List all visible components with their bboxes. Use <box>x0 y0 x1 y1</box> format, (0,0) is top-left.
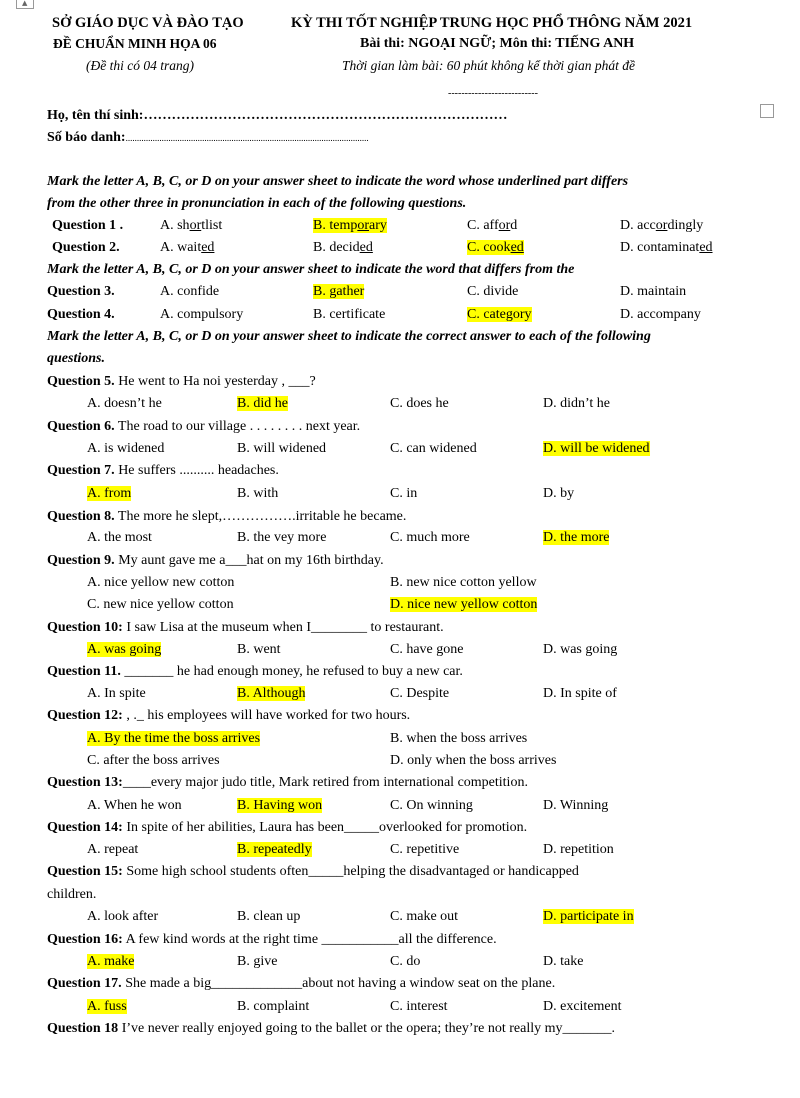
q9-option-b[interactable]: B. new nice cotton yellow <box>390 575 537 590</box>
q10-option-b[interactable]: B. went <box>237 642 281 657</box>
q16-stem: A few kind words at the right time ___________all the difference. <box>122 932 497 947</box>
section3-instruction: Mark the letter A, B, C, or D on your answer sheet to indicate the correct answer to each of the following <box>47 329 651 344</box>
q8-option-a[interactable]: A. the most <box>87 530 152 545</box>
header-divider: --------------------------- <box>448 88 538 99</box>
q10-option-c[interactable]: C. have gone <box>390 642 464 657</box>
q12-label: Question 12: <box>47 708 123 723</box>
header-duration: Thời gian làm bài: 60 phút không kể thời gian phát đề <box>342 58 636 73</box>
q11-option-d[interactable]: D. In spite of <box>543 686 617 701</box>
q9-stem-row <box>47 551 384 570</box>
q17-stem: She made a big_____________about not having a window seat on the plane. <box>121 976 556 991</box>
q14-option-b[interactable]: B. repeatedly <box>237 842 312 857</box>
q7-label: Question 7. <box>47 463 115 478</box>
q1-label: Question 1 . <box>52 218 124 233</box>
section1-instruction-cont: from the other three in pronunciation in each of the following questions. <box>47 196 467 211</box>
q15-stem: Some high school students often_____helping the disadvantaged or handicapped <box>122 864 579 879</box>
q8-option-b[interactable]: B. the vey more <box>237 530 327 545</box>
q1-option-d[interactable]: D. accordingly <box>620 218 704 233</box>
q10-stem-row <box>47 618 444 637</box>
q11-option-b[interactable]: B. Although <box>237 686 306 701</box>
q8-label: Question 8. <box>47 509 115 524</box>
q13-option-c[interactable]: C. On winning <box>390 798 473 813</box>
q13-label: Question 13: <box>47 775 123 790</box>
q17-option-a[interactable]: A. fuss <box>87 999 127 1014</box>
q16-option-d[interactable]: D. take <box>543 954 584 969</box>
q11-stem-row <box>47 662 463 681</box>
q10-label: Question 10: <box>47 620 123 635</box>
q6-stem-row <box>47 417 360 436</box>
q13-option-a[interactable]: A. When he won <box>87 798 182 813</box>
q12-option-a[interactable]: A. By the time the boss arrives <box>87 731 261 746</box>
q6-option-a[interactable]: A. is widened <box>87 441 165 456</box>
q15-option-b[interactable]: B. clean up <box>237 909 301 924</box>
q10-stem: I saw Lisa at the museum when I________ to restaurant. <box>122 620 444 635</box>
margin-checkbox[interactable] <box>760 104 774 118</box>
q5-option-d[interactable]: D. didn’t he <box>543 396 611 411</box>
q13-option-b[interactable]: B. Having won <box>237 798 323 813</box>
q2-option-d[interactable]: D. contaminated <box>620 240 713 255</box>
q7-stem: He suffers .......... headaches. <box>114 463 279 478</box>
q8-option-d[interactable]: D. the more <box>543 530 610 545</box>
q17-label: Question 17. <box>47 976 122 991</box>
q16-option-b[interactable]: B. give <box>237 954 278 969</box>
q15-stem-cont: children. <box>47 887 97 902</box>
candidate-name-dots[interactable]: …………………………………………………………………… <box>143 108 508 123</box>
q10-option-d[interactable]: D. was going <box>543 642 618 657</box>
header-exam-code: ĐỀ CHUẨN MINH HỌA 06 <box>53 36 217 51</box>
candidate-name-label: Họ, tên thí sinh: <box>47 108 144 123</box>
q5-option-b[interactable]: B. did he <box>237 396 288 411</box>
q12-stem: , ._ his employees will have worked for two hours. <box>122 708 411 723</box>
q15-option-c[interactable]: C. make out <box>390 909 459 924</box>
q8-stem-row <box>47 507 406 526</box>
q5-label: Question 5. <box>47 374 115 389</box>
q8-stem: The more he slept,…………….irritable he became. <box>114 509 407 524</box>
q7-stem-row <box>47 461 279 480</box>
q3-option-d[interactable]: D. maintain <box>620 284 687 299</box>
q14-option-a[interactable]: A. repeat <box>87 842 139 857</box>
q6-option-d[interactable]: D. will be widened <box>543 441 650 456</box>
q14-label: Question 14: <box>47 820 123 835</box>
q12-option-d[interactable]: D. only when the boss arrives <box>390 753 557 768</box>
q17-option-b[interactable]: B. complaint <box>237 999 310 1014</box>
header-page-count: (Đề thi có 04 trang) <box>86 58 194 73</box>
q3-option-c[interactable]: C. divide <box>467 284 519 299</box>
q5-stem: He went to Ha noi yesterday , ___? <box>114 374 316 389</box>
header-subject: Bài thi: NGOẠI NGỮ; Môn thi: TIẾNG ANH <box>360 36 635 51</box>
q1-option-a[interactable]: A. shortlist <box>160 218 223 233</box>
q4-label: Question 4. <box>47 307 115 322</box>
q4-option-a[interactable]: A. compulsory <box>160 307 244 322</box>
q8-option-c[interactable]: C. much more <box>390 530 470 545</box>
q5-option-c[interactable]: C. does he <box>390 396 449 411</box>
q14-stem-row <box>47 818 527 837</box>
q11-option-c[interactable]: C. Despite <box>390 686 450 701</box>
q6-option-b[interactable]: B. will widened <box>237 441 327 456</box>
q17-stem-row <box>47 974 555 993</box>
q14-option-d[interactable]: D. repetition <box>543 842 614 857</box>
q12-option-b[interactable]: B. when the boss arrives <box>390 731 528 746</box>
section3-instruction-cont: questions. <box>47 351 105 366</box>
q9-stem: My aunt gave me a___hat on my 16th birthday. <box>114 553 384 568</box>
q9-option-a[interactable]: A. nice yellow new cotton <box>87 575 235 590</box>
q9-label: Question 9. <box>47 553 115 568</box>
q3-label: Question 3. <box>47 284 115 299</box>
q2-option-a[interactable]: A. waited <box>160 240 215 255</box>
q16-label: Question 16: <box>47 932 123 947</box>
q18-label: Question 18 <box>47 1021 119 1036</box>
q11-label: Question 11. <box>47 664 121 679</box>
candidate-id-row <box>47 128 369 148</box>
header-exam-title: KỲ THI TỐT NGHIỆP TRUNG HỌC PHỔ THÔNG NĂM 2021 <box>291 15 693 31</box>
q9-option-d[interactable]: D. nice new yellow cotton <box>390 597 538 612</box>
q15-option-d[interactable]: D. participate in <box>543 909 634 924</box>
q13-stem: ____every major judo title, Mark retired from international competition. <box>122 775 528 790</box>
q4-option-b[interactable]: B. certificate <box>313 307 386 322</box>
section2-instruction: Mark the letter A, B, C, or D on your answer sheet to indicate the word that differs from the <box>47 262 575 277</box>
section1-instruction: Mark the letter A, B, C, or D on your answer sheet to indicate the word whose underlined part differs <box>47 174 629 189</box>
q15-option-a[interactable]: A. look after <box>87 909 159 924</box>
candidate-id-label: Số báo danh: <box>47 130 126 145</box>
candidate-name-row <box>47 106 507 125</box>
candidate-id-dots[interactable]: ............................................................................................................ <box>125 133 369 143</box>
q5-stem-row <box>47 372 316 391</box>
q7-option-c[interactable]: C. in <box>390 486 418 501</box>
q2-option-c[interactable]: C. cooked <box>467 240 524 255</box>
q17-option-c[interactable]: C. interest <box>390 999 448 1014</box>
q5-option-a[interactable]: A. doesn’t he <box>87 396 162 411</box>
q14-option-c[interactable]: C. repetitive <box>390 842 460 857</box>
corner-arrow-icon: ▲ <box>22 0 28 7</box>
q12-stem-row <box>47 706 410 725</box>
q12-option-c[interactable]: C. after the boss arrives <box>87 753 220 768</box>
q16-option-c[interactable]: C. do <box>390 954 421 969</box>
q3-option-b[interactable]: B. gather <box>313 284 365 299</box>
q2-label: Question 2. <box>52 240 120 255</box>
q6-option-c[interactable]: C. can widened <box>390 441 477 456</box>
q6-stem: The road to our village . . . . . . . . next year. <box>114 419 361 434</box>
q16-option-a[interactable]: A. make <box>87 954 135 969</box>
q15-label: Question 15: <box>47 864 123 879</box>
q9-option-c[interactable]: C. new nice yellow cotton <box>87 597 234 612</box>
q16-stem-row <box>47 930 497 949</box>
q17-option-d[interactable]: D. excitement <box>543 999 622 1014</box>
q4-option-c[interactable]: C. category <box>467 307 532 322</box>
q18-stem-row <box>47 1019 615 1038</box>
q13-option-d[interactable]: D. Winning <box>543 798 609 813</box>
q7-option-d[interactable]: D. by <box>543 486 575 501</box>
q7-option-a[interactable]: A. from <box>87 486 132 501</box>
q3-option-a[interactable]: A. confide <box>160 284 220 299</box>
q18-stem: I’ve never really enjoyed going to the ballet or the opera; they’re not really my_______. <box>118 1021 616 1036</box>
q6-label: Question 6. <box>47 419 115 434</box>
q14-stem: In spite of her abilities, Laura has been_____overlooked for promotion. <box>122 820 528 835</box>
q11-option-a[interactable]: A. In spite <box>87 686 146 701</box>
q2-option-b[interactable]: B. decided <box>313 240 373 255</box>
q7-option-b[interactable]: B. with <box>237 486 279 501</box>
q13-stem-row <box>47 773 528 792</box>
q1-option-b[interactable]: B. temporary <box>313 218 387 233</box>
header-ministry: SỞ GIÁO DỤC VÀ ĐÀO TẠO <box>52 15 244 31</box>
q10-option-a[interactable]: A. was going <box>87 642 162 657</box>
q4-option-d[interactable]: D. accompany <box>620 307 701 322</box>
q11-stem: _______ he had enough money, he refused to buy a new car. <box>120 664 463 679</box>
q15-stem-row <box>47 862 579 881</box>
q1-option-c[interactable]: C. afford <box>467 218 518 233</box>
